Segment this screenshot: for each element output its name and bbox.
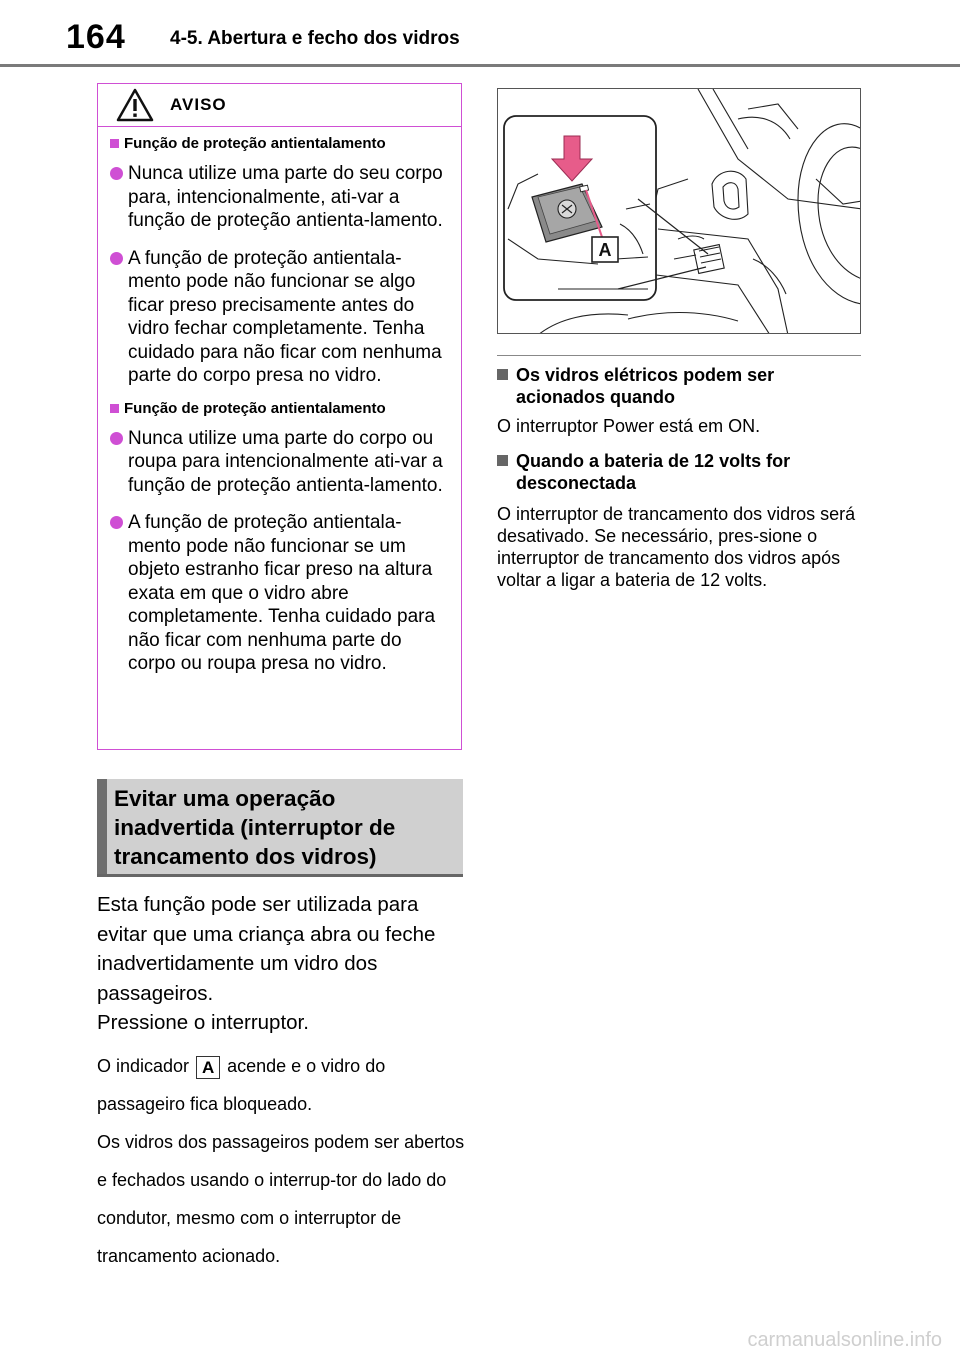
square-bullet-icon: [497, 369, 508, 380]
page-number: 164: [66, 18, 126, 56]
warning-bullet-text: Nunca utilize uma parte do seu corpo para, intencionalmente, ati-var a função de proteção antienta-lamento.: [128, 163, 443, 231]
warning-title: AVISO: [170, 95, 227, 114]
warning-body: [98, 127, 461, 676]
illustration-rule: [497, 355, 861, 356]
square-bullet-icon: [110, 404, 119, 413]
warning-bullet-text: A função de proteção antientala-mento pode não funcionar se algo ficar preso precisamente antes do vidro fechar completamente. Tenha cuidado para não ficar com nenhuma parte do corpo presa no vidro.: [128, 247, 442, 386]
heading-bar: [97, 779, 107, 874]
warning-subheading-1: [110, 135, 449, 152]
warning-bullet: [110, 511, 449, 676]
warning-bullet: [110, 247, 449, 388]
circle-bullet-icon: [110, 516, 123, 529]
warning-subheading-text: Função de proteção antientalamento: [124, 135, 386, 152]
callout-label-a: A: [598, 240, 612, 260]
lock-note: Os vidros dos passageiros podem ser abertos e fechados usando o interrup-tor do lado do condutor, mesmo com o interruptor de trancamento acionado.: [97, 1132, 465, 1266]
circle-bullet-icon: [110, 167, 123, 180]
circle-bullet-icon: [110, 252, 123, 265]
warning-subheading-2: [110, 400, 449, 417]
section-title: 4-5. Abertura e fecho dos vidros: [170, 28, 460, 49]
square-bullet-icon: [497, 455, 508, 466]
lock-instruction: Pressione o interruptor.: [97, 1011, 309, 1034]
circle-bullet-icon: [110, 432, 123, 445]
warning-bullet: [110, 162, 449, 233]
warning-triangle-icon: [116, 88, 154, 122]
door-switch-illustration: [497, 88, 861, 334]
right-text-2: O interruptor de trancamento dos vidros será desativado. Se necessário, pres-sione o interruptor de trancamento dos vidros após voltar a ligar a bateria de 12 volts.: [497, 504, 856, 590]
right-heading-2: [497, 450, 862, 494]
header-rule: [0, 64, 960, 67]
indicator-after: acende e o vidro do passageiro fica bloqueado.: [97, 1056, 386, 1114]
warning-bullet-text: Nunca utilize uma parte do corpo ou roupa para intencionalmente ati-var a função de proteção antienta-lamento.: [128, 427, 443, 496]
warning-subheading-text: Função de proteção antientalamento: [124, 399, 386, 417]
warning-bullet: [110, 427, 449, 498]
right-heading-text: Quando a bateria de 12 volts for desconectada: [516, 451, 791, 493]
indicator-paragraph: [97, 1047, 467, 1123]
indicator-before: O indicador: [97, 1056, 190, 1076]
warning-box: [97, 83, 462, 750]
warning-header: [98, 84, 461, 127]
square-bullet-icon: [110, 139, 119, 148]
right-text-1: O interruptor Power está em ON.: [497, 416, 761, 436]
warning-bullet-text: A função de proteção antientala-mento pode não funcionar se um objeto estranho ficar preso na altura exata em que o vidro abre completamente. Tenha cuidado para não ficar com nenhuma parte do corpo ou roupa presa no vidro.: [128, 512, 436, 674]
lock-section-heading: [97, 779, 463, 877]
lock-section-heading-text: Evitar uma operação inadvertida (interruptor de trancamento dos vidros): [114, 786, 396, 869]
right-heading-text: Os vidros elétricos podem ser acionados quando: [516, 365, 775, 407]
lock-intro: Esta função pode ser utilizada para evitar que uma criança abra ou feche inadvertidamente um vidro dos passageiros.: [97, 893, 436, 1005]
right-heading-1: [497, 364, 862, 408]
door-panel-drawing: [498, 89, 861, 334]
watermark: carmanualsonline.info: [747, 1329, 942, 1351]
indicator-label-box: A: [196, 1056, 220, 1079]
